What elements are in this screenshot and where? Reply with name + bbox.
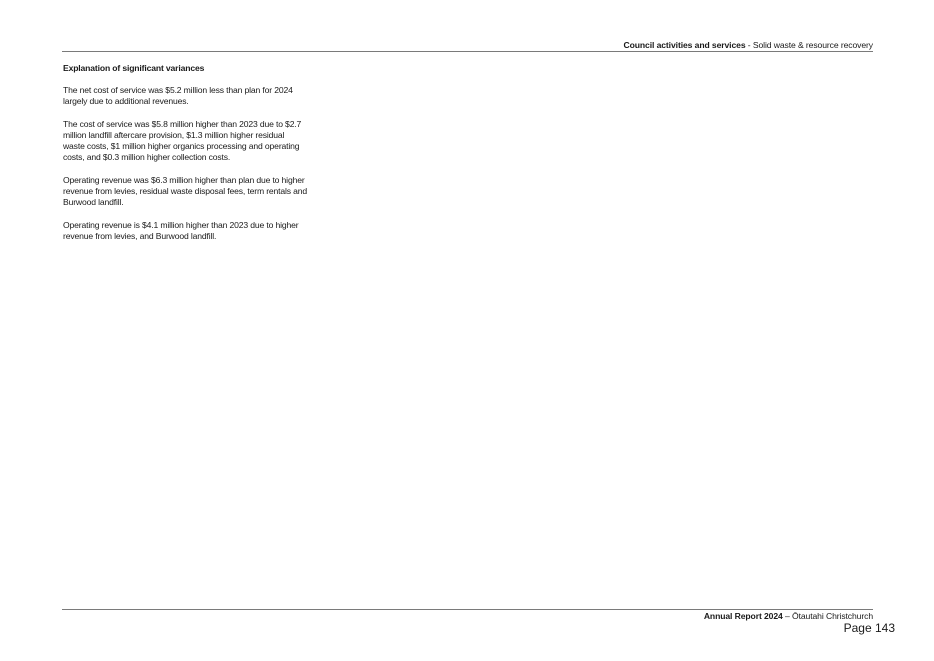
paragraph-revenue-vs-plan: Operating revenue was $6.3 million higher than plan due to higher revenue from levies, residual waste disposal fees, term rentals and Burwood landfill. (63, 174, 308, 208)
header-subsection: Solid waste & resource recovery (752, 40, 873, 50)
footer-separator: – (782, 611, 792, 621)
paragraph-net-cost: The net cost of service was $5.2 million less than plan for 2024 largely due to additional revenues. (63, 85, 293, 107)
running-footer (704, 611, 873, 621)
footer-rule (62, 609, 873, 610)
header-section: Council activities and services (623, 40, 746, 50)
footer-report-title: Annual Report 2024 (703, 611, 783, 621)
paragraph-cost-of-service: The cost of service was $5.8 million higher than 2023 due to $2.7 million landfill aftercare provision, $1.3 million higher residual waste costs, $1 million higher organics processing and operating costs, and $0.3 million higher collection costs. (63, 118, 302, 163)
header-separator: - (745, 40, 753, 50)
page-number: Page 143 (843, 621, 895, 635)
variance-section (63, 63, 308, 253)
header-rule (62, 51, 873, 52)
running-header (623, 40, 873, 50)
paragraph-revenue-vs-2023: Operating revenue is $4.1 million higher than 2023 due to higher revenue from levies, and Burwood landfill. (63, 219, 299, 241)
footer-city: Ōtautahi Christchurch (791, 611, 873, 621)
section-heading: Explanation of significant variances (63, 63, 205, 73)
